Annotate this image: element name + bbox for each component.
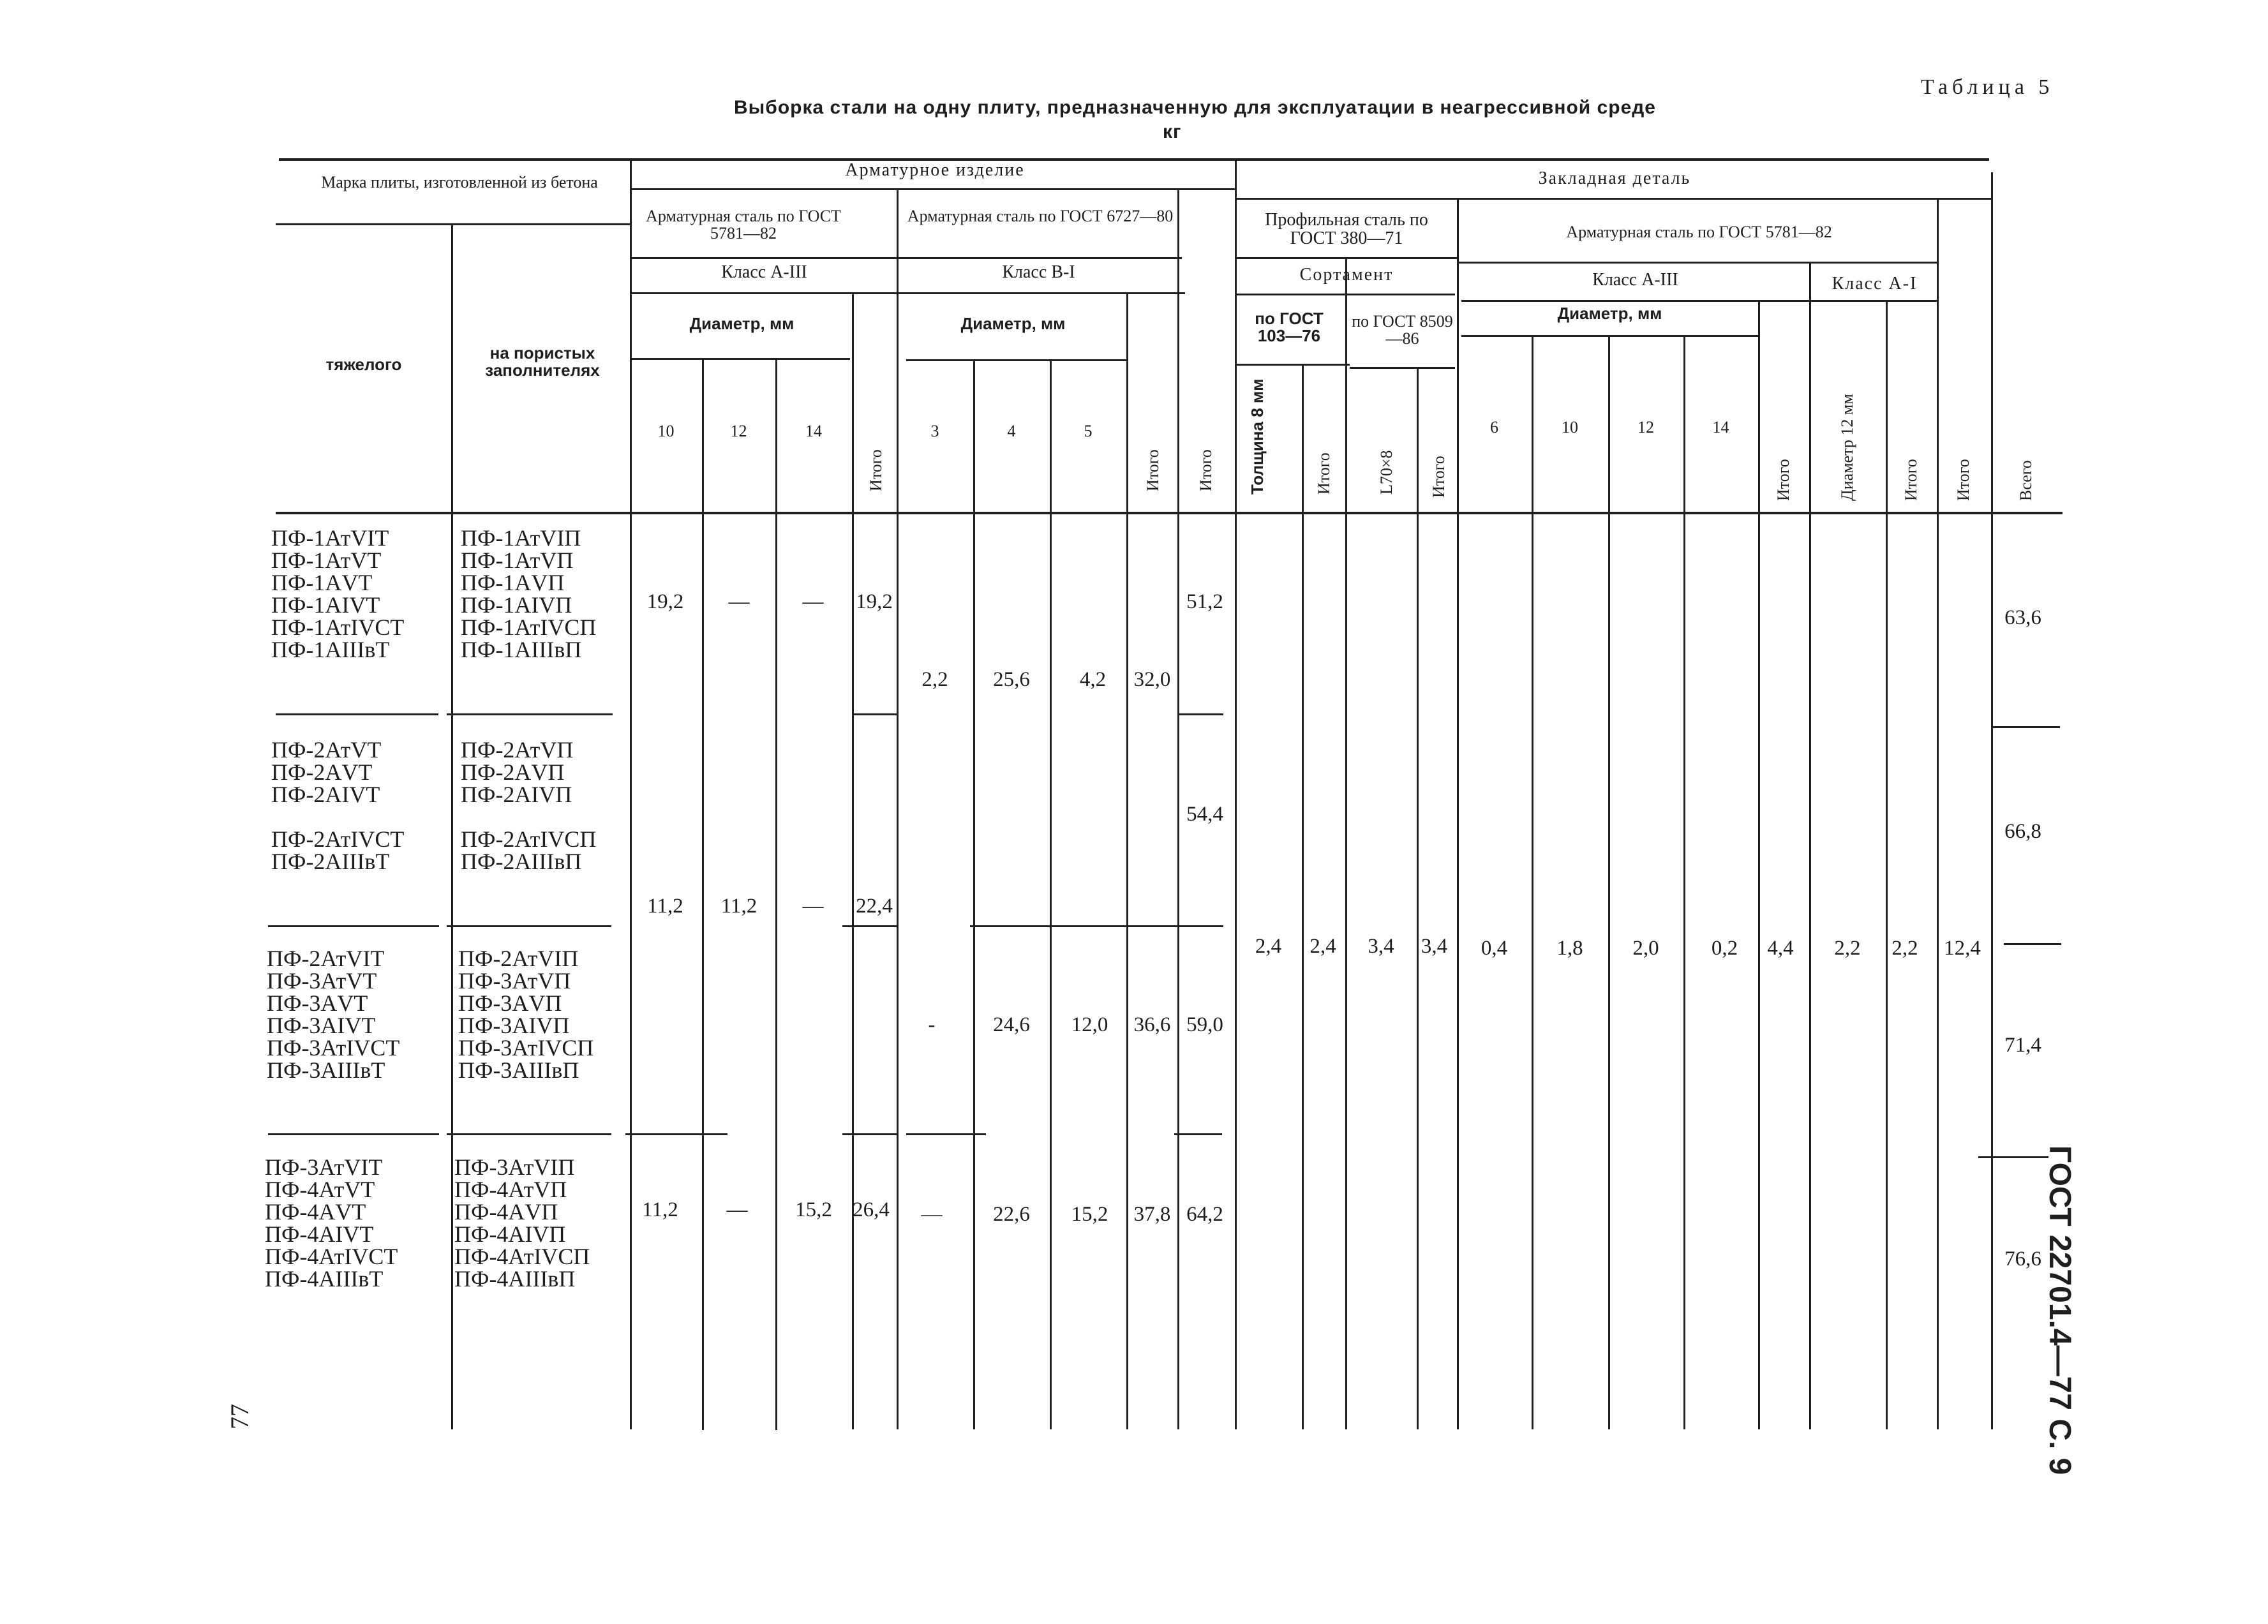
emb-l70: 3,4 [1368, 935, 1394, 958]
g3-arm-total: 59,0 [1186, 1013, 1223, 1036]
g4-b1-5: 15,2 [1071, 1203, 1108, 1226]
g3-b1-5: 12,0 [1071, 1013, 1108, 1036]
header-armature-product: Арматурное изделие [845, 160, 1025, 180]
header-arm-steel-5781: Арматурная сталь по ГОСТ 5781—82 [646, 207, 841, 243]
g4-b1-total: 37,8 [1133, 1203, 1171, 1226]
col-thick8-header: Толщина 8 мм [1248, 378, 1267, 495]
group4-heavy-marks: ПФ-3АтVIТ ПФ-4АтVТ ПФ-4АVТ ПФ-4АIVТ ПФ-4АтIVСТ ПФ-4АIIIвТ [265, 1154, 398, 1292]
header-diameter-b1: Диаметр, мм [960, 314, 1066, 333]
table-label: Таблица 5 [1921, 75, 2054, 99]
g1-vsego: 63,6 [2004, 606, 2041, 629]
g2-arm-total: 54,4 [1186, 803, 1223, 826]
g23-a3-10: 11,2 [647, 895, 683, 918]
g4-b1-4: 22,6 [993, 1203, 1030, 1226]
header-emb-arm-steel: Арматурная сталь по ГОСТ 5781—82 [1566, 223, 1832, 241]
col-a3-10: 10 [657, 422, 675, 440]
page-number: 77 [225, 1404, 254, 1429]
g23-a3-14: — [802, 895, 824, 918]
side-running-head: ГОСТ 22701.4—77 С. 9 [2043, 1145, 2077, 1475]
col-a1-total-header: Итого [1902, 459, 1920, 501]
g1-a3-14: — [802, 590, 824, 613]
header-class-a1: Класс А-I [1832, 274, 1918, 294]
g3-b1-total: 36,6 [1133, 1013, 1171, 1036]
group3-heavy-marks: ПФ-2АтVIТ ПФ-3АтVТ ПФ-3АVТ ПФ-3АIVТ ПФ-3АтIVСТ ПФ-3АIIIвТ [267, 946, 400, 1083]
g1-arm-total: 51,2 [1186, 590, 1223, 613]
header-arm-steel-6727: Арматурная сталь по ГОСТ 6727—80 [907, 207, 1174, 225]
table-title: Выборка стали на одну плиту, предназначенную для эксплуатации в неагрессивной среде [734, 97, 1656, 118]
emb-a3-6: 0,4 [1481, 937, 1508, 960]
col-emb-14: 14 [1712, 418, 1729, 436]
header-diameter-a3: Диаметр, мм [689, 314, 795, 333]
col-emb-a3-total-header: Итого [1774, 459, 1793, 501]
col-emb-total-header: Итого [1954, 459, 1973, 501]
emb-a3-12: 2,0 [1632, 937, 1659, 960]
col-l70-total-header: Итого [1429, 456, 1448, 498]
col-thick8-total-header: Итого [1315, 452, 1333, 495]
emb-total: 12,4 [1944, 937, 1981, 960]
g4-vsego: 76,6 [2004, 1248, 2041, 1270]
emb-a3-10: 1,8 [1556, 937, 1583, 960]
g4-arm-total: 64,2 [1186, 1203, 1223, 1226]
header-gost-103: по ГОСТ 103—76 [1255, 309, 1324, 346]
group1-porous-marks: ПФ-1АтVIП ПФ-1АтVП ПФ-1АVП ПФ-1АIVП ПФ-1АтIVСП ПФ-1АIIIвП [461, 525, 597, 662]
g1-a3-12: — [728, 590, 750, 613]
col-emb-10: 10 [1562, 418, 1578, 436]
emb-thick8-total: 2,4 [1309, 935, 1336, 958]
col-b1-5: 5 [1084, 422, 1093, 440]
emb-a1-total: 2,2 [1891, 937, 1918, 960]
g3-b1-4: 24,6 [993, 1013, 1030, 1036]
group2-porous-marks: ПФ-2АтVП ПФ-2АVП ПФ-2АIVП ПФ-2АтIVСП ПФ-2АIIIвП [461, 737, 597, 874]
g2-vsego: 66,8 [2004, 820, 2041, 843]
header-assortment: Сортамент [1299, 265, 1394, 285]
g12-b1-3: 2,2 [921, 668, 948, 691]
g4-b1-3: — [921, 1203, 943, 1226]
col-a3-14: 14 [805, 422, 822, 440]
emb-thick8: 2,4 [1255, 935, 1282, 958]
col-arm-total-header: Итого [1197, 449, 1215, 491]
header-gost-8509: по ГОСТ 8509—86 [1352, 312, 1453, 348]
col-l70-header: L70×8 [1377, 450, 1396, 495]
g1-a3-10: 19,2 [646, 590, 684, 613]
g12-b1-4: 25,6 [993, 668, 1030, 691]
col-b1-4: 4 [1007, 422, 1016, 440]
g4-a3-total: 26,4 [853, 1198, 890, 1221]
g3-b1-3: - [928, 1013, 936, 1036]
group4-porous-marks: ПФ-3АтVIП ПФ-4АтVП ПФ-4АVП ПФ-4АIVП ПФ-4АтIVСП ПФ-4АIIIвП [454, 1154, 590, 1292]
header-class-a3: Класс А-III [721, 262, 807, 282]
emb-l70-total: 3,4 [1421, 935, 1448, 958]
g12-b1-5: 4,2 [1079, 668, 1107, 691]
header-class-a3-embedded: Класс А-III [1592, 270, 1678, 290]
g4-a3-14: 15,2 [795, 1198, 832, 1221]
col-a3-total-header: Итого [867, 449, 885, 491]
header-embedded-part: Закладная деталь [1538, 168, 1691, 188]
header-diameter-embedded: Диаметр, мм [1557, 304, 1662, 323]
g23-a3-total: 22,4 [856, 895, 893, 918]
table-unit: кг [1163, 121, 1182, 142]
header-class-b1: Класс В-I [1002, 262, 1075, 282]
group1-heavy-marks: ПФ-1АтVIТ ПФ-1АтVТ ПФ-1АVТ ПФ-1АIVТ ПФ-1АтIVСТ ПФ-1АIIIвТ [271, 525, 405, 662]
emb-a1-12: 2,2 [1834, 937, 1861, 960]
header-porous: на пористых заполнителях [485, 343, 600, 380]
emb-a3-14: 0,2 [1711, 937, 1738, 960]
g12-b1-total: 32,0 [1133, 668, 1171, 691]
col-emb-12: 12 [1638, 418, 1654, 436]
g1-a3-total: 19,2 [856, 590, 893, 613]
g3-vsego: 71,4 [2004, 1034, 2041, 1057]
group2-heavy-marks: ПФ-2АтVТ ПФ-2АVТ ПФ-2АIVТ ПФ-2АтIVСТ ПФ-2АIIIвТ [271, 737, 405, 874]
g23-a3-12: 11,2 [720, 895, 757, 918]
col-emb-6: 6 [1490, 418, 1498, 436]
col-a1-d12-header: Диаметр 12 мм [1838, 394, 1856, 501]
col-b1-3: 3 [930, 422, 939, 440]
header-mark-group: Марка плиты, изготовленной из бетона [321, 173, 598, 191]
header-heavy: тяжелого [325, 355, 402, 374]
emb-a3-total: 4,4 [1767, 937, 1794, 960]
g4-a3-10: 11,2 [642, 1198, 678, 1221]
col-a3-12: 12 [730, 422, 747, 440]
col-vsego-header: Всего [2017, 460, 2035, 501]
group3-porous-marks: ПФ-2АтVIП ПФ-3АтVП ПФ-3АVП ПФ-3АIVП ПФ-3АтIVСП ПФ-3АIIIвП [458, 946, 594, 1083]
header-profile-steel: Профильная сталь по ГОСТ 380—71 [1265, 210, 1428, 249]
g4-a3-12: — [726, 1198, 748, 1221]
col-b1-total-header: Итого [1144, 449, 1162, 491]
